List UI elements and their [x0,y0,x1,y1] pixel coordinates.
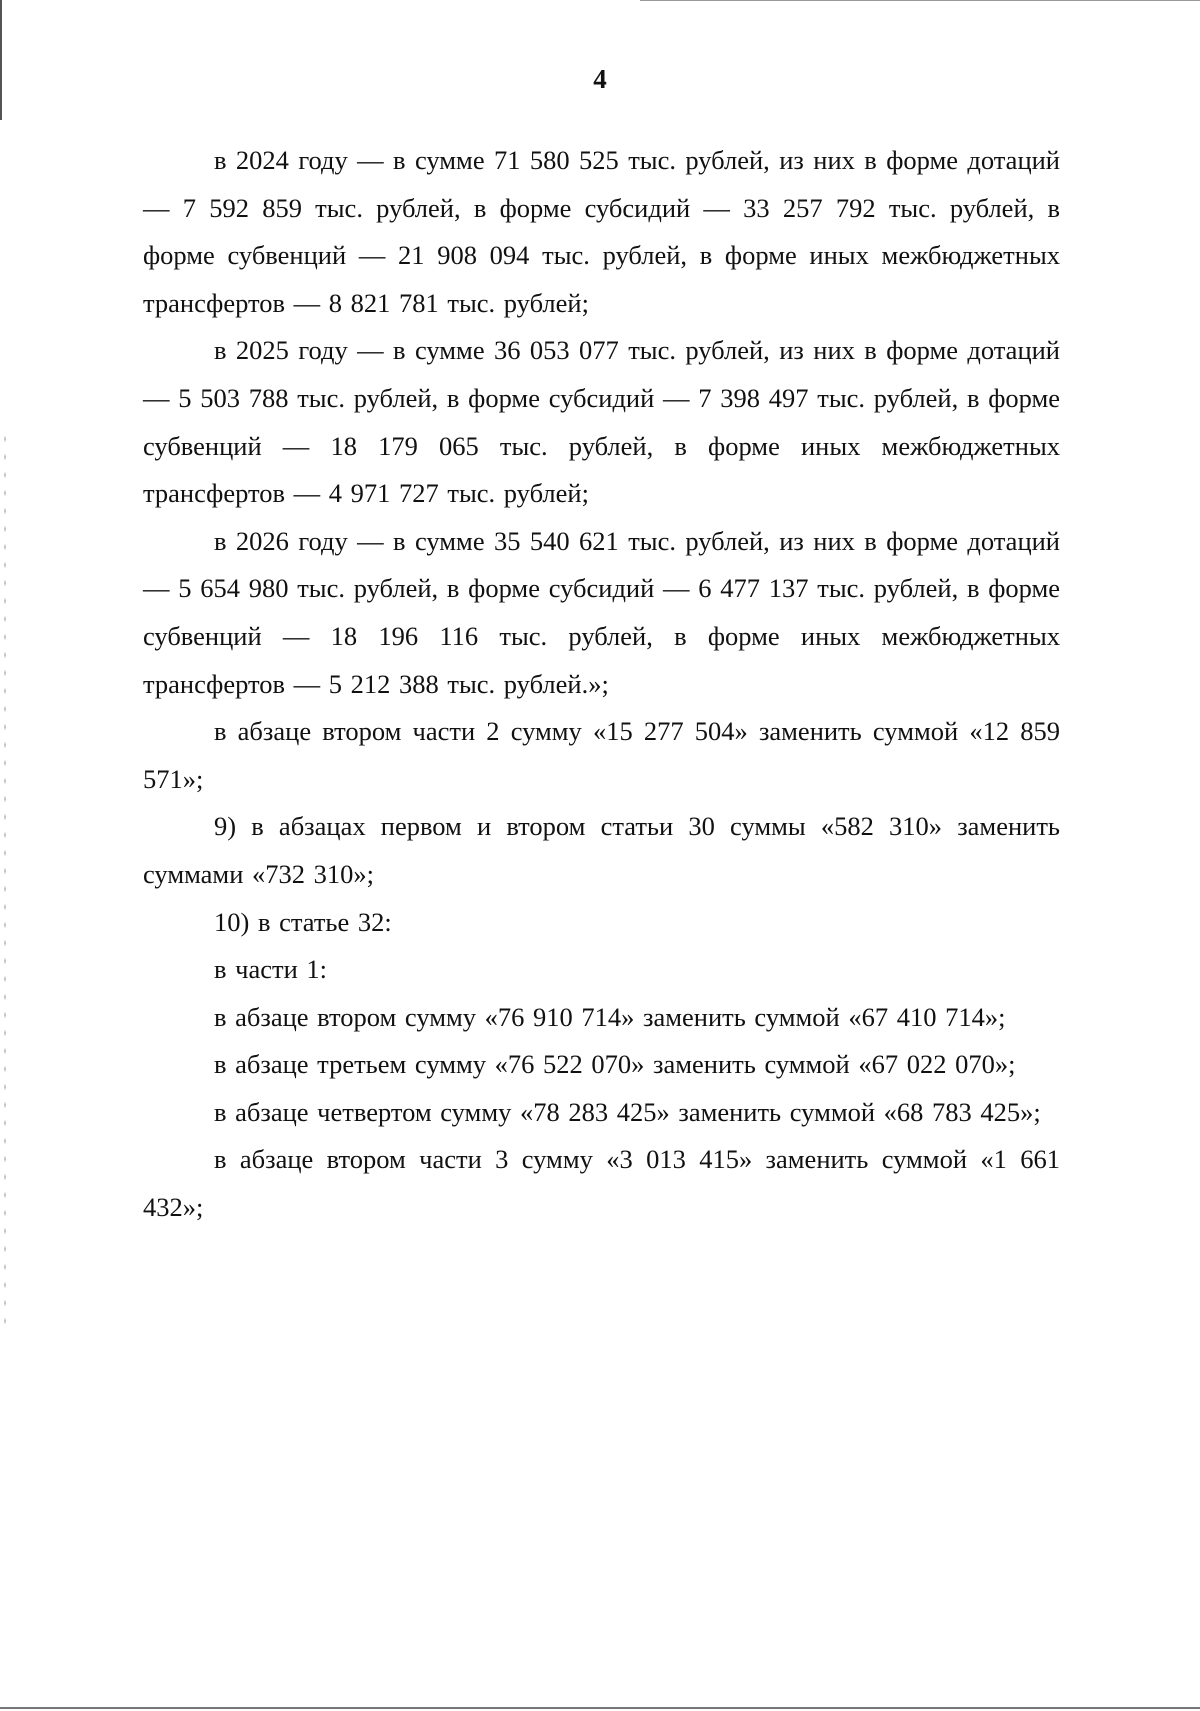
paragraph-2025-transfers: в 2025 году — в сумме 36 053 077 тыс. рублей, из них в форме дотаций — 5 503 788 тыс. рублей, в форме субсидий — 7 398 497 тыс. рублей, в форме субвенций — 18 179 065 тыс. рублей, в форме иных межбюджетных трансфертов — 4 971 727 тыс. рублей; [143,335,1060,509]
document-body [143,137,1060,1232]
scan-edge-bottom [0,1707,1200,1709]
page-number: 4 [593,64,607,94]
paragraph-abzac-third: в абзаце третьем сумму «76 522 070» заменить суммой «67 022 070»; [214,1049,1016,1080]
scan-noise-left [2,430,8,1330]
paragraph-item-9: 9) в абзацах первом и втором статьи 30 суммы «582 310» заменить суммами «732 310»; [143,811,1060,889]
paragraph-item-10: 10) в статье 32: [214,906,392,937]
paragraph-part-2-amendment: в абзаце втором части 2 сумму «15 277 504» заменить суммой «12 859 571»; [143,716,1060,794]
paragraph-2024-transfers: в 2024 году — в сумме 71 580 525 тыс. рублей, из них в форме дотаций — 7 592 859 тыс. рублей, в форме субсидий — 33 257 792 тыс. рублей, в форме субвенций — 21 908 094 тыс. рублей, в форме иных межбюджетных трансфертов — 8 821 781 тыс. рублей; [143,145,1060,318]
paragraph-abzac-fourth: в абзаце четвертом сумму «78 283 425» заменить суммой «68 783 425»; [214,1096,1041,1127]
paragraph-2026-transfers: в 2026 году — в сумме 35 540 621 тыс. рублей, из них в форме дотаций — 5 654 980 тыс. рублей, в форме субсидий — 6 477 137 тыс. рублей, в форме субвенций — 18 196 116 тыс. рублей, в форме иных межбюджетных трансфертов — 5 212 388 тыс. рублей.»; [143,525,1060,699]
paragraph-part-1-heading: в части 1: [214,954,327,985]
paragraph-abzac-second: в абзаце втором сумму «76 910 714» заменить суммой «67 410 714»; [214,1001,1006,1032]
scan-edge-left [0,0,2,120]
paragraph-part-3-amendment: в абзаце втором части 3 сумму «3 013 415» заменить суммой «1 661 432»; [143,1144,1060,1223]
scan-edge-top [640,0,1200,1]
